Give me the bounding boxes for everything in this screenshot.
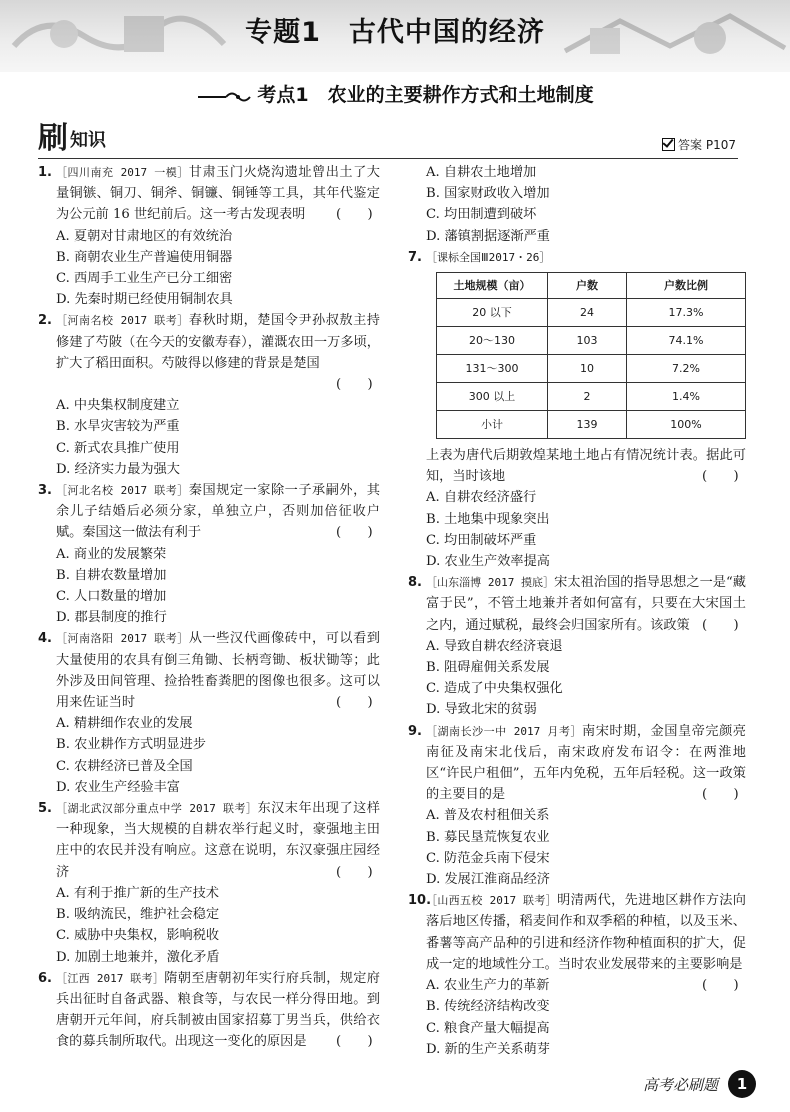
question-6 (38, 968, 380, 1053)
question-text: 明清两代，先进地区耕作方法向落后地区传播，稻麦间作和双季稻的种植，以及玉米、番薯等高产品种的引进和经济作物种植面积的扩大，促成一定的地域性分工。当时农业发展带来的主要影响是 (426, 893, 746, 972)
answer-option[interactable]: B. 水旱灾害较为严重 (56, 419, 180, 435)
answer-option[interactable]: B. 吸纳流民，维护社会稳定 (56, 907, 220, 923)
table-cell: 20 以下 (437, 299, 548, 327)
question-4 (38, 628, 380, 798)
question-text: 秦国规定一家除一子承嗣外，其余儿子结婚后必须分家，单独立户，否则加倍征收户赋。秦国这一做法有利于 (56, 483, 380, 541)
answer-option[interactable]: D. 农业生产经验丰富 (56, 779, 180, 795)
answer-option[interactable]: B. 农业耕作方式明显进步 (56, 737, 206, 753)
table-cell: 2 (548, 383, 627, 411)
answer-option[interactable]: B. 商朝农业生产普遍使用铜器 (56, 249, 233, 265)
answer-option[interactable]: C. 防范金兵南下侵宋 (426, 850, 550, 866)
question-source: ［湖南长沙一中 2017 月考］ (426, 724, 582, 738)
answer-option[interactable]: C. 新式农具推广使用 (56, 440, 180, 456)
answer-blank: ( ) (336, 695, 373, 711)
answer-option[interactable]: D. 先秦时期已经使用铜制农具 (56, 292, 233, 308)
answer-blank: ( ) (336, 864, 373, 880)
section-heading (38, 118, 106, 154)
question-number: 1. (38, 165, 52, 180)
answer-option[interactable]: D. 加剧土地兼并，激化矛盾 (56, 949, 220, 965)
question-stem (408, 572, 746, 636)
answer-option[interactable]: D. 农业生产效率提高 (426, 554, 550, 570)
answer-blank: ( ) (336, 525, 373, 541)
topic-title: 专题1 古代中国的经济 (245, 17, 545, 48)
answer-option[interactable]: A. 有利于推广新的生产技术 (56, 885, 219, 901)
table-cell: 17.3% (627, 299, 746, 327)
question-stem (38, 628, 380, 713)
question-number: 4. (38, 631, 52, 647)
question-text: 隋朝至唐朝初年实行府兵制，规定府兵出征时自备武器、粮食等，与农民一样分得田地。到唐朝开元年间，府兵制被由国家招募丁男当兵，供给衣食的募兵制所取代。出现这一变化的原因是 (56, 970, 380, 1050)
book-title: 高考必刷题 (642, 1075, 718, 1094)
question-10 (408, 890, 746, 1060)
question-source: ［四川南充 2017 一模］ (56, 166, 189, 179)
question-source: ［湖北武汉部分重点中学 2017 联考］ (56, 802, 258, 816)
answer-option[interactable]: A. 自耕农经济盛行 (426, 490, 537, 506)
table-row (437, 299, 746, 327)
answer-option[interactable]: A. 中央集权制度建立 (56, 398, 180, 414)
table-row (437, 411, 746, 439)
table-header-cell: 土地规模（亩） (437, 273, 548, 299)
question-text: 甘肃玉门火烧沟遗址曾出土了大量铜镞、铜刀、铜斧、铜镰、铜锤等工具，其年代鉴定为公元前 16 世纪前后。这一考古发现表明 (56, 165, 380, 223)
answer-option[interactable]: C. 威胁中央集权，影响税收 (56, 928, 220, 944)
answer-option[interactable]: B. 募民垦荒恢复农业 (426, 829, 550, 845)
table-header-cell: 户数 (548, 273, 627, 299)
answer-blank-line (38, 374, 380, 395)
answer-option[interactable]: C. 西周手工业生产已分工细密 (56, 271, 233, 287)
answer-option[interactable]: B. 土地集中现象突出 (426, 511, 550, 527)
answer-blank: ( ) (336, 1034, 373, 1050)
answer-option[interactable]: A. 夏朝对甘肃地区的有效统治 (56, 228, 233, 244)
question-stem (408, 247, 746, 268)
table-cell: 20～130 (437, 327, 548, 355)
question-stem (38, 480, 380, 544)
question-number: 2. (38, 313, 52, 329)
answer-blank: ( ) (702, 978, 739, 994)
answer-option[interactable]: B. 阻碍雇佣关系发展 (426, 660, 550, 676)
question-source: ［河北名校 2017 联考］ (56, 484, 189, 498)
page-number: 1 (728, 1070, 756, 1098)
question-stem (408, 721, 746, 806)
table-cell: 103 (548, 327, 627, 355)
answer-blank: ( ) (702, 617, 739, 633)
question-stem (38, 798, 380, 883)
answer-blank: ( ) (336, 377, 373, 393)
answer-blank: ( ) (702, 787, 739, 803)
table-cell: 100% (627, 411, 746, 439)
answer-option[interactable]: C. 均田制遭到破坏 (426, 207, 537, 223)
answer-option[interactable]: D. 藩镇割据逐渐严重 (426, 228, 550, 244)
question-text: 从一些汉代画像砖中，可以看到大量使用的农具有倒三角锄、长柄弯锄、板状锄等；此外涉及田间管理、捡拾牲畜粪肥的图像也很多。这可以用来佐证当时 (56, 631, 380, 711)
answer-option[interactable]: A. 商业的发展繁荣 (56, 546, 167, 562)
subtopic-heading (0, 80, 790, 108)
answer-option[interactable]: B. 国家财政收入增加 (426, 186, 550, 202)
table-row (437, 327, 746, 355)
table-row (437, 355, 746, 383)
question-3 (38, 480, 380, 628)
divider (38, 158, 738, 159)
table-cell: 7.2% (627, 355, 746, 383)
question-stem (38, 968, 380, 1053)
table-cell: 300 以上 (437, 383, 548, 411)
brush-char: 刷 (38, 121, 68, 156)
answer-option[interactable]: D. 发展江淮商品经济 (426, 872, 550, 888)
question-source: ［山西五校 2017 联考］ (426, 894, 558, 908)
question-source: ［江西 2017 联考］ (56, 971, 165, 985)
question-number: 7. (408, 249, 422, 265)
question-5 (38, 798, 380, 968)
question-number: 9. (408, 723, 422, 739)
land-distribution-table (436, 272, 746, 439)
table-cell: 139 (548, 411, 627, 439)
question-number: 6. (38, 970, 52, 986)
question-number: 10. (408, 893, 432, 909)
answer-option[interactable]: C. 均田制破坏严重 (426, 532, 537, 548)
section-label: 知识 (70, 130, 106, 151)
question-9 (408, 721, 746, 891)
answer-option[interactable]: B. 自耕农数量增加 (56, 567, 167, 583)
table-cell: 1.4% (627, 383, 746, 411)
question-8 (408, 572, 746, 720)
answer-option[interactable]: A. 自耕农土地增加 (426, 165, 537, 180)
point-title: 考点1 农业的主要耕作方式和土地制度 (257, 84, 594, 106)
question-stem (38, 310, 380, 374)
question-number: 8. (408, 575, 422, 591)
answer-option[interactable]: C. 粮食产量大幅提高 (426, 1020, 550, 1036)
answer-reference (662, 136, 736, 153)
answer-blank: ( ) (336, 207, 373, 223)
table-cell: 小计 (437, 411, 548, 439)
table-header-cell: 户数比例 (627, 273, 746, 299)
question-stem (408, 445, 746, 487)
answer-option[interactable]: D. 经济实力最为强大 (56, 461, 180, 477)
answer-option[interactable]: D. 导致北宋的贫弱 (426, 702, 537, 718)
page-footer (643, 1070, 756, 1098)
answer-ref-text: 答案 P107 (678, 138, 736, 152)
question-1 (38, 162, 380, 310)
swirl-ornament-icon (196, 89, 252, 105)
table-row (437, 383, 746, 411)
answer-option[interactable]: A. 精耕细作农业的发展 (56, 716, 193, 732)
question-source: ［山东淄博 2017 摸底］ (426, 576, 555, 590)
table-cell: 131～300 (437, 355, 548, 383)
answer-option[interactable]: D. 新的生产关系萌芽 (426, 1041, 550, 1057)
question-source: ［课标全国Ⅲ2017・26］ (426, 250, 551, 264)
right-column (408, 162, 746, 1060)
answer-option[interactable]: C. 农耕经济已普及全国 (56, 758, 193, 774)
question-text: 东汉末年出现了这样一种现象，当大规模的自耕农举行起义时，豪强地主田庄中的农民并没有响应。这意在说明，东汉豪强庄园经济 (56, 801, 380, 880)
checkbox-icon (662, 138, 675, 151)
question-number: 5. (38, 801, 52, 817)
table-cell: 24 (548, 299, 627, 327)
question-number: 3. (38, 483, 52, 499)
topic-banner (0, 0, 790, 72)
table-cell: 74.1% (627, 327, 746, 355)
answer-option[interactable]: C. 人口数量的增加 (56, 589, 167, 605)
question-text: 上表为唐代后期敦煌某地土地占有情况统计表。据此可知，当时该地 (426, 448, 746, 485)
question-source: ［河南洛阳 2017 联考］ (56, 632, 189, 646)
question-text: 南宋时期，金国皇帝完颜亮南征及南宋北伐后，南宋政府发布诏令：在两淮地区“许民户租佃”，五年内免税，五年后轻税。这一政策的主要目的是 (426, 723, 746, 803)
question-2 (38, 310, 380, 480)
question-stem (38, 162, 380, 226)
question-text: 春秋时期，楚国令尹孙叔敖主持修建了芍陂（在今天的安徽寿春），灌溉农田一万多顷，扩大了稻田面积。芍陂得以修建的背景是楚国 (56, 313, 380, 371)
left-column (38, 162, 380, 1053)
question-source: ［河南名校 2017 联考］ (56, 314, 189, 328)
question-6-options (408, 162, 746, 247)
answer-option[interactable]: A. 导致自耕农经济衰退 (426, 638, 563, 654)
answer-blank: ( ) (702, 469, 739, 485)
answer-option[interactable]: A. 农业生产力的革新 (426, 978, 550, 994)
answer-option[interactable]: D. 郡县制度的推行 (56, 610, 167, 626)
answer-option[interactable]: C. 造成了中央集权强化 (426, 681, 563, 697)
question-text: 宋太祖治国的指导思想之一是“藏富于民”，不管土地兼并者如何富有，只要在大宋国土之内，通过赋税，最终会归国家所有。该政策 (426, 575, 746, 633)
answer-option[interactable]: B. 传统经济结构改变 (426, 999, 550, 1015)
answer-option[interactable]: A. 普及农村租佃关系 (426, 808, 550, 824)
question-7 (408, 247, 746, 572)
table-cell: 10 (548, 355, 627, 383)
